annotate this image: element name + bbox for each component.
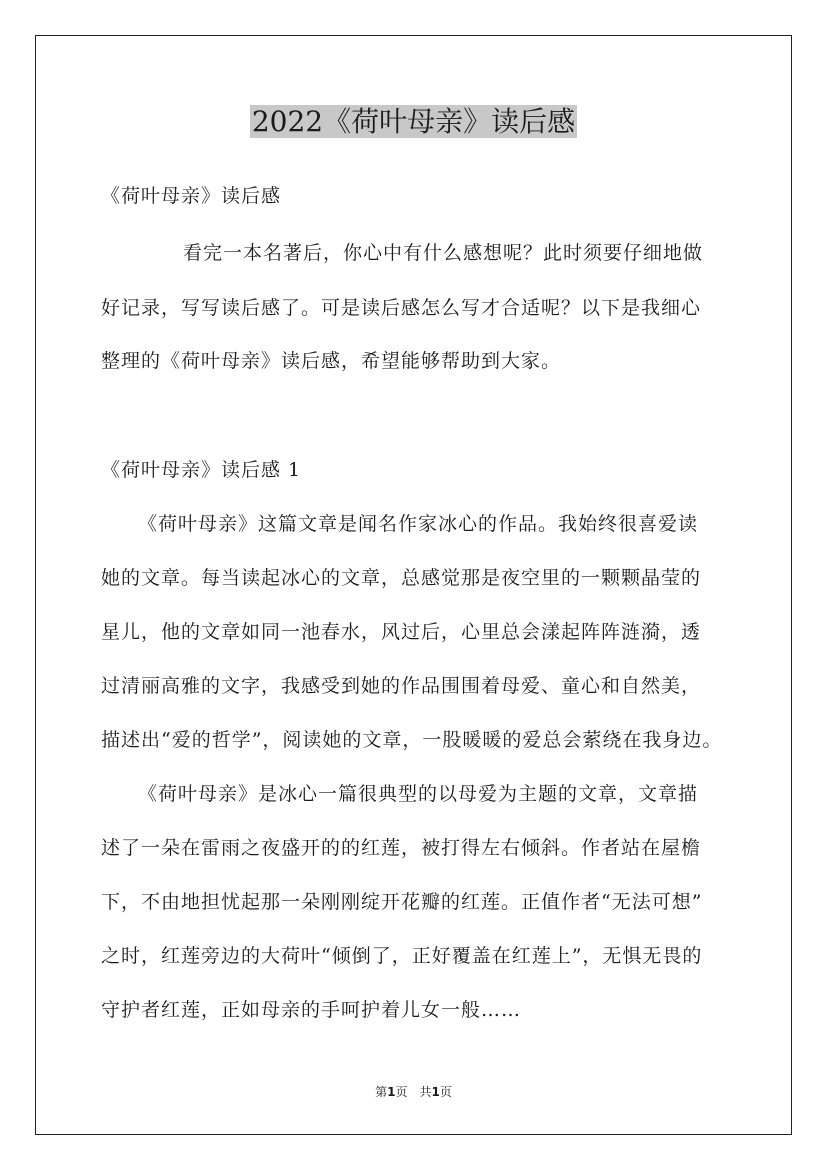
paragraph2-line-4: 之时，红莲旁边的大荷叶“倾倒了，正好覆盖在红莲上”，无惧无畏的 <box>101 945 703 967</box>
footer-page-total: 1 <box>431 1085 440 1099</box>
section-heading: 《荷叶母亲》读后感 1 <box>101 459 302 481</box>
document-subtitle: 《荷叶母亲》读后感 <box>101 185 282 207</box>
paragraph2-line-5: 守护者红莲，正如母亲的手呵护着儿女一般…… <box>101 999 522 1021</box>
paragraph2-line-2: 述了一朵在雷雨之夜盛开的的红莲，被打得左右倾斜。作者站在屋檐 <box>101 837 702 859</box>
footer-mid: 页 共 <box>395 1085 432 1099</box>
paragraph1-line-3: 星儿，他的文章如同一池春水，风过后，心里总会漾起阵阵涟漪，透 <box>101 621 702 643</box>
paragraph1-line-2: 她的文章。每当读起冰心的文章，总感觉那是夜空里的一颗颗晶莹的 <box>101 567 702 589</box>
paragraph2-line-1: 《荷叶母亲》是冰心一篇很典型的以母爱为主题的文章，文章描 <box>138 783 699 805</box>
document-title-text: 2022《荷叶母亲》读后感 <box>251 105 576 138</box>
paragraph1-line-4: 过清丽高雅的文字，我感受到她的作品围围着母爱、童心和自然美， <box>101 675 702 697</box>
paragraph1-line-1: 《荷叶母亲》这篇文章是闻名作家冰心的作品。我始终很喜爱读 <box>138 513 699 535</box>
footer-suffix: 页 <box>439 1085 452 1099</box>
footer-prefix: 第 <box>375 1085 388 1099</box>
paragraph1-line-5: 描述出“爱的哲学”，阅读她的文章，一股暖暖的爱总会萦绕在我身边。 <box>101 729 723 751</box>
intro-line-1: 看完一本名著后，你心中有什么感想呢？此时须要仔细地做 <box>183 242 704 264</box>
intro-line-2: 好记录，写写读后感了。可是读后感怎么写才合适呢？以下是我细心 <box>101 297 702 319</box>
intro-line-3: 整理的《荷叶母亲》读后感，希望能够帮助到大家。 <box>101 350 562 372</box>
page-footer <box>0 1083 827 1100</box>
paragraph2-line-3: 下，不由地担忧起那一朵刚刚绽开花瓣的红莲。正值作者“无法可想” <box>101 891 703 913</box>
document-title <box>0 100 827 144</box>
footer-page-current: 1 <box>387 1085 396 1099</box>
